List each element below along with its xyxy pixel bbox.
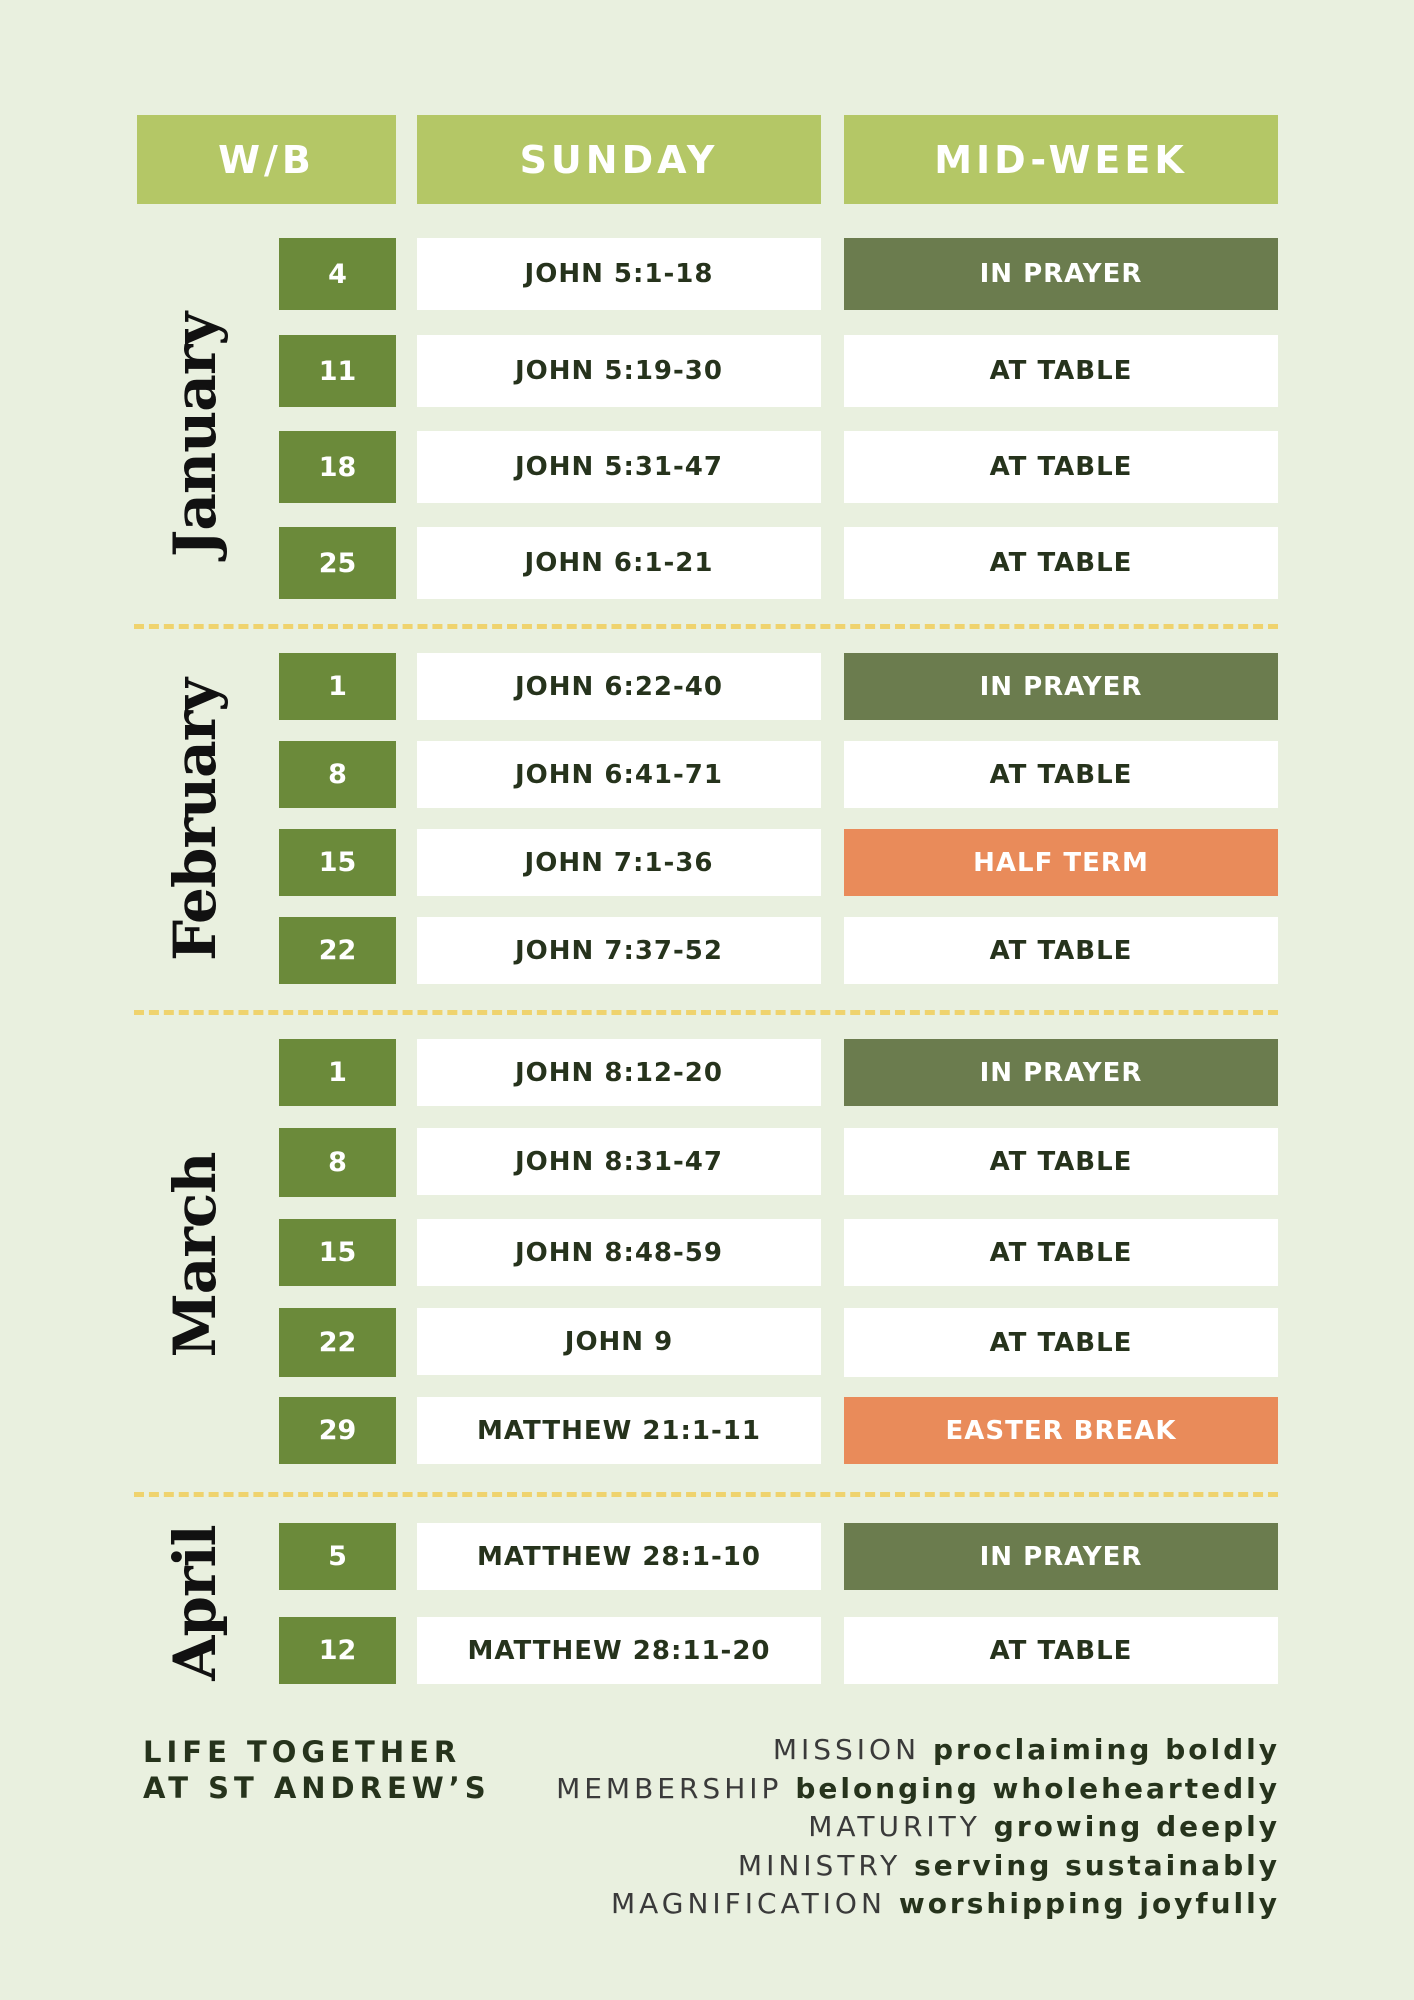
- sunday-cell: JOHN 6:1-21: [417, 527, 821, 599]
- midweek-cell-in-prayer: IN PRAYER: [844, 238, 1278, 310]
- midweek-cell-in-prayer: IN PRAYER: [844, 653, 1278, 720]
- value-text: belonging wholeheartedly: [795, 1771, 1280, 1805]
- sunday-cell: JOHN 9: [417, 1308, 821, 1375]
- wb-cell: 15: [279, 829, 396, 896]
- midweek-cell-at-table: AT TABLE: [844, 335, 1278, 407]
- header-sunday: SUNDAY: [417, 115, 821, 204]
- value-text: worshipping joyfully: [898, 1887, 1280, 1920]
- sunday-cell: MATTHEW 28:1-10: [417, 1523, 821, 1590]
- midweek-cell-at-table: AT TABLE: [844, 1219, 1278, 1286]
- value-line-magnification: [556, 1885, 1280, 1924]
- midweek-cell-in-prayer: IN PRAYER: [844, 1523, 1278, 1590]
- midweek-cell-in-prayer: IN PRAYER: [844, 1039, 1278, 1106]
- header-midweek: MID-WEEK: [844, 115, 1278, 204]
- value-text: growing deeply: [993, 1810, 1280, 1843]
- midweek-cell-half-term: HALF TERM: [844, 829, 1278, 896]
- month-label-april: April: [161, 1525, 229, 1681]
- sunday-cell: JOHN 8:48-59: [417, 1219, 821, 1286]
- month-separator: [134, 1492, 1278, 1497]
- sunday-cell: JOHN 7:1-36: [417, 829, 821, 896]
- value-key: MATURITY: [808, 1810, 981, 1843]
- wb-cell: 25: [279, 527, 396, 599]
- wb-cell: 22: [279, 1308, 396, 1377]
- wb-cell: 12: [279, 1617, 396, 1684]
- sunday-cell: JOHN 7:37-52: [417, 917, 821, 984]
- value-line-mission: [556, 1731, 1280, 1770]
- header-wb: W/B: [137, 115, 396, 204]
- value-key: MAGNIFICATION: [610, 1887, 886, 1920]
- wb-cell: 8: [279, 1128, 396, 1197]
- wb-cell: 1: [279, 653, 396, 720]
- midweek-cell-at-table: AT TABLE: [844, 527, 1278, 599]
- month-label-february: February: [161, 678, 229, 962]
- wb-cell: 8: [279, 741, 396, 808]
- wb-cell: 29: [279, 1397, 396, 1464]
- month-separator: [134, 624, 1278, 629]
- wb-cell: 11: [279, 335, 396, 407]
- wb-cell: 22: [279, 917, 396, 984]
- wb-cell: 4: [279, 238, 396, 310]
- sunday-cell: JOHN 6:41-71: [417, 741, 821, 808]
- value-line-membership: [556, 1770, 1280, 1809]
- midweek-cell-easter-break: EASTER BREAK: [844, 1397, 1278, 1464]
- value-text: serving sustainably: [914, 1848, 1280, 1882]
- sunday-cell: JOHN 5:1-18: [417, 238, 821, 310]
- wb-cell: 5: [279, 1523, 396, 1590]
- values-list: [556, 1731, 1280, 1924]
- value-line-ministry: [556, 1847, 1280, 1886]
- month-separator: [134, 1010, 1278, 1015]
- footer-title-line2: AT ST ANDREW’S: [143, 1771, 491, 1805]
- value-key: MINISTRY: [737, 1848, 902, 1882]
- month-label-january: January: [161, 312, 229, 558]
- wb-cell: 18: [279, 431, 396, 503]
- midweek-cell-at-table: AT TABLE: [844, 1617, 1278, 1684]
- wb-cell: 1: [279, 1039, 396, 1106]
- midweek-cell-at-table: AT TABLE: [844, 1128, 1278, 1195]
- sunday-cell: MATTHEW 21:1-11: [417, 1397, 821, 1464]
- midweek-cell-at-table: AT TABLE: [844, 741, 1278, 808]
- value-key: MEMBERSHIP: [556, 1771, 783, 1805]
- value-text: proclaiming boldly: [932, 1733, 1280, 1766]
- sunday-cell: JOHN 6:22-40: [417, 653, 821, 720]
- midweek-cell-at-table: AT TABLE: [844, 431, 1278, 503]
- value-line-maturity: [556, 1808, 1280, 1847]
- footer-title-line1: LIFE TOGETHER: [143, 1735, 462, 1769]
- sunday-cell: JOHN 8:12-20: [417, 1039, 821, 1106]
- sunday-cell: MATTHEW 28:11-20: [417, 1617, 821, 1684]
- sunday-cell: JOHN 8:31-47: [417, 1128, 821, 1195]
- value-key: MISSION: [772, 1733, 921, 1766]
- midweek-cell-at-table: AT TABLE: [844, 917, 1278, 984]
- footer-title: [143, 1734, 491, 1806]
- sunday-cell: JOHN 5:19-30: [417, 335, 821, 407]
- midweek-cell-at-table: AT TABLE: [844, 1308, 1278, 1377]
- month-label-march: March: [161, 1152, 229, 1358]
- sunday-cell: JOHN 5:31-47: [417, 431, 821, 503]
- wb-cell: 15: [279, 1219, 396, 1286]
